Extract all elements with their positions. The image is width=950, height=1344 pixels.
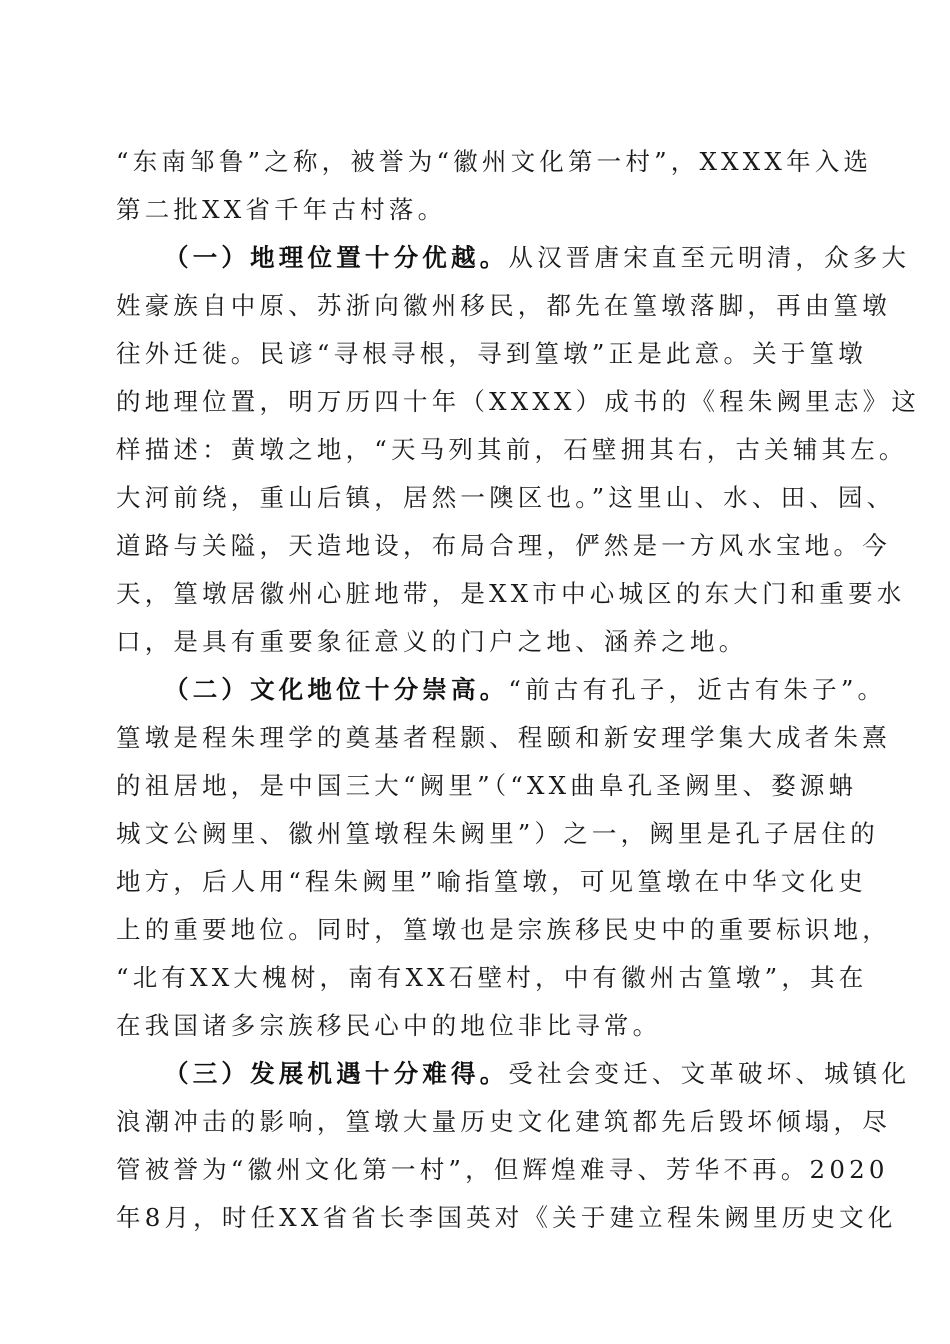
line-text: 受社会变迁、文革破坏、城镇化 (508, 1059, 911, 1088)
section-heading-line (164, 242, 911, 274)
text-line (116, 1154, 889, 1186)
line-text: 篁墩是程朱理学的奠基者程颢、程颐和新安理学集大成者朱熹 (116, 723, 891, 752)
text-line (116, 386, 921, 418)
line-text: 地方，后人用“程朱阙里”喻指篁墩，可见篁墩在中华文化史 (116, 867, 867, 896)
text-line (116, 866, 867, 898)
line-text: 姓豪族自中原、苏浙向徽州移民，都先在篁墩落脚，再由篁墩 (116, 291, 891, 320)
text-line (116, 962, 868, 994)
line-text: 城文公阙里、徽州篁墩程朱阙里”）之一，阙里是孔子居住的 (116, 819, 879, 848)
text-line (116, 194, 836, 226)
text-line (116, 626, 836, 658)
text-line (116, 338, 867, 370)
line-text: 上的重要地位。同时，篁墩也是宗族移民史中的重要标识地， (116, 915, 891, 944)
text-line (116, 1202, 897, 1234)
section-heading: （三）发展机遇十分难得。 (164, 1059, 509, 1088)
line-text: 在我国诸多宗族移民心中的地位非比寻常。 (116, 1011, 662, 1040)
line-text: “前古有孔子，近古有朱子”。 (508, 675, 887, 704)
section-heading: （一）地理位置十分优越。 (164, 243, 509, 272)
line-text: “北有XX大槐树，南有XX石壁村，中有徽州古篁墩”，其在 (116, 963, 868, 992)
line-text: 年8月，时任XX省省长李国英对《关于建立程朱阙里历史文化 (116, 1203, 897, 1232)
line-text: 的祖居地，是中国三大“阙里”（“XX曲阜孔圣阙里、婺源蚺 (116, 771, 858, 800)
text-line (116, 578, 906, 610)
text-line (116, 290, 891, 322)
text-line (116, 722, 891, 754)
section-heading-line (164, 1058, 911, 1090)
line-text: 往外迁徙。民谚“寻根寻根，寻到篁墩”正是此意。关于篁墩 (116, 339, 867, 368)
line-text: 大河前绕，重山后镇，居然一隩区也。”这里山、水、田、园、 (116, 483, 896, 512)
text-line (116, 1010, 836, 1042)
line-text: “东南邹鲁”之称，被誉为“徽州文化第一村”，XXXX年入选 (116, 147, 873, 176)
line-text: 管被誉为“徽州文化第一村”，但辉煌难寻、芳华不再。2020 (116, 1155, 889, 1184)
line-text: 从汉晋唐宋直至元明清，众多大 (508, 243, 911, 272)
text-line (116, 530, 891, 562)
text-line (116, 818, 879, 850)
text-line (116, 434, 908, 466)
text-line (116, 482, 896, 514)
line-text: 第二批XX省千年古村落。 (116, 195, 447, 224)
section-heading: （二）文化地位十分崇高。 (164, 675, 509, 704)
line-text: 的地理位置，明万历四十年（XXXX）成书的《程朱阙里志》这 (116, 387, 921, 416)
line-text: 口，是具有重要象征意义的门户之地、涵养之地。 (116, 627, 748, 656)
line-text: 浪潮冲击的影响，篁墩大量历史文化建筑都先后毁坏倾塌，尽 (116, 1107, 891, 1136)
line-text: 天，篁墩居徽州心脏地带，是XX市中心城区的东大门和重要水 (116, 579, 906, 608)
line-text: 道路与关隘，天造地设，布局合理，俨然是一方风水宝地。今 (116, 531, 891, 560)
text-line (116, 770, 858, 802)
text-line (116, 914, 891, 946)
line-text: 样描述：黄墩之地，“天马列其前，石壁拥其右，古关辅其左。 (116, 435, 908, 464)
text-line (116, 1106, 891, 1138)
text-line (116, 146, 873, 178)
section-heading-line (164, 674, 887, 706)
